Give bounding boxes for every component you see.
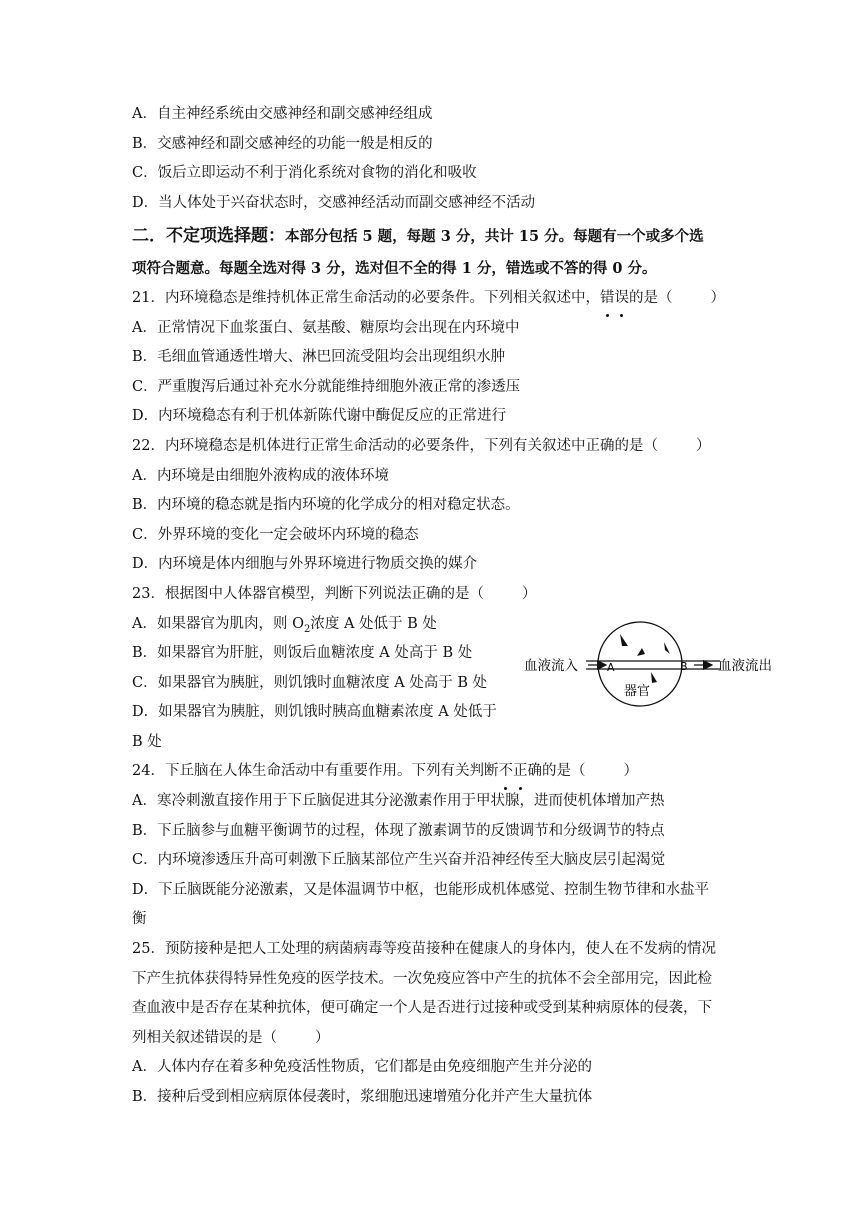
diagram-point-b: B	[680, 660, 688, 673]
q25-stem-line4-text: 列相关叙述错误的是（	[132, 1029, 277, 1046]
q22-option-c: C．外界环境的变化一定会破坏内环境的稳态	[132, 526, 419, 543]
section-desc-line2: 项符合题意。每题全选对得 3 分，选对但不全的得 1 分，错选或不答的得 0 分。	[132, 260, 657, 278]
prev-option-c: C．饭后立即运动不利于消化系统对食物的消化和吸收	[132, 165, 477, 182]
q24-stem-post: 确的是（	[527, 763, 586, 780]
diagram-right-label: 血液流出	[718, 658, 772, 674]
q23-option-d-line2: B 处	[132, 733, 162, 750]
q23-close: ）	[521, 585, 537, 602]
q21-option-a: A．正常情况下血浆蛋白、氨基酸、糖原均会出现在内环境中	[132, 319, 520, 336]
q23-stem-text: 23．根据图中人体器官模型，判断下列说法正确的是（	[132, 585, 484, 602]
q25-stem-line2: 下产生抗体获得特异性免疫的医学技术。一次免疫应答中产生的抗体不会全部用完，因此检	[132, 970, 712, 987]
q21-option-d: D．内环境稳态有利于机体新陈代谢中酶促反应的正常进行	[132, 408, 507, 425]
q24-option-d-line2: 衡	[132, 911, 147, 928]
exchange-arrow-icon	[651, 672, 657, 683]
q25-option-a: A．人体内存在着多种免疫活性物质，它们都是由免疫细胞产生并分泌的	[132, 1059, 592, 1076]
q25-close: ）	[315, 1029, 330, 1046]
q23-a-post: 浓度 A 处低于 B 处	[310, 615, 437, 632]
exchange-arrow-icon	[664, 642, 670, 654]
q22-stem-text: 22．内环境稳态是机体进行正常生命活动的必要条件，下列有关叙述中正确的是（	[132, 437, 658, 454]
q25-option-b: B．接种后受到相应病原体侵袭时，浆细胞迅速增殖分化并产生大量抗体	[132, 1089, 593, 1105]
q23-a-pre: A．如果器官为肌肉，则 O	[132, 615, 304, 632]
q21-stem-pre: 21．内环境稳态是维持机体正常生命活动的必要条件。下列相关叙述中，	[132, 289, 600, 306]
q21-stem	[132, 284, 732, 314]
section-title: 二．不定项选择题：	[132, 226, 285, 247]
diagram-point-a: A	[607, 661, 615, 674]
q22-option-b: B．内环境的稳态就是指内环境的化学成分的相对稳定状态。	[132, 497, 520, 514]
q21-option-b: B．毛细血管通透性增大、淋巴回流受阻均会出现组织水肿	[132, 349, 506, 366]
q24-emphasis-1: 不	[498, 757, 513, 787]
exchange-arrow-icon	[620, 634, 628, 646]
diagram-left-label: 血液流入	[524, 658, 578, 674]
q24-option-c: C．内环境渗透压升高可刺激下丘脑某部位产生兴奋并沿神经传至大脑皮层引起渴觉	[132, 852, 666, 869]
q25-stem-line3: 查血液中是否存在某种抗体，便可确定一个人是否进行过接种或受到某种病原体的侵袭，下	[132, 1000, 712, 1017]
q22-option-d: D．内环境是体内细胞与外界环境进行物质交换的媒介	[132, 556, 478, 573]
q24-stem-pre: 24．下丘脑在人体生命活动中有重要作用。下列有关判断	[132, 763, 499, 780]
q21-close: ）	[710, 289, 725, 306]
q23-option-d-line1: D．如果器官为胰脏，则饥饿时胰高血糖素浓度 A 处低于	[132, 704, 497, 721]
q24-option-d-line1: D．下丘脑既能分泌激素，又是体温调节中枢，也能形成机体感觉、控制生物节律和水盐平	[132, 881, 710, 898]
q21-emphasis-1: 错	[600, 284, 615, 314]
diagram-organ-label: 器官	[624, 684, 651, 699]
q24-option-a: A．寒冷刺激直接作用于下丘脑促进其分泌激素作用于甲状腺，进而使机体增加产热	[132, 793, 665, 810]
prev-option-a: A．自主神经系统由交感神经和副交感神经组成	[132, 106, 433, 122]
q23-option-c: C．如果器官为胰脏，则饥饿时血糖浓度 A 处高于 B 处	[132, 674, 488, 691]
q23-stem	[132, 580, 732, 610]
exchange-arrow-icon	[637, 648, 645, 656]
organ-diagram	[524, 612, 784, 712]
q25-stem-line4	[132, 1024, 732, 1054]
q22-option-a: A．内环境是由细胞外液构成的液体环境	[132, 467, 389, 484]
q22-stem	[132, 432, 732, 462]
q23-option-b: B．如果器官为肝脏，则饭后血糖浓度 A 处高于 B 处	[132, 645, 473, 662]
q24-stem	[132, 757, 732, 787]
section-header	[132, 218, 732, 254]
q21-emphasis-2: 误	[614, 284, 629, 314]
q21-stem-post: 的是（	[628, 289, 673, 306]
q24-emphasis-2: 正	[513, 757, 528, 787]
section-desc-line1: 本部分包括 5 题，每题 3 分，共计 15 分。每题有一个或多个选	[285, 228, 704, 246]
q23-a-sub: 2	[303, 623, 311, 635]
exam-page	[132, 100, 732, 1113]
q22-close: ）	[695, 437, 711, 454]
q21-option-c: C．严重腹泻后通过补充水分就能维持细胞外液正常的渗透压	[132, 378, 521, 395]
prev-option-d: D．当人体处于兴奋状态时，交感神经活动而副交感神经不活动	[132, 194, 536, 211]
prev-option-b: B．交感神经和副交感神经的功能一般是相反的	[132, 135, 433, 152]
q24-option-b: B．下丘脑参与血糖平衡调节的过程，体现了激素调节的反馈调节和分级调节的特点	[132, 822, 665, 839]
q24-close: ）	[623, 763, 638, 780]
q25-stem-line1: 25．预防接种是把人工处理的病菌病毒等疫苗接种在健康人的身体内，使人在不发病的情况	[132, 941, 716, 958]
